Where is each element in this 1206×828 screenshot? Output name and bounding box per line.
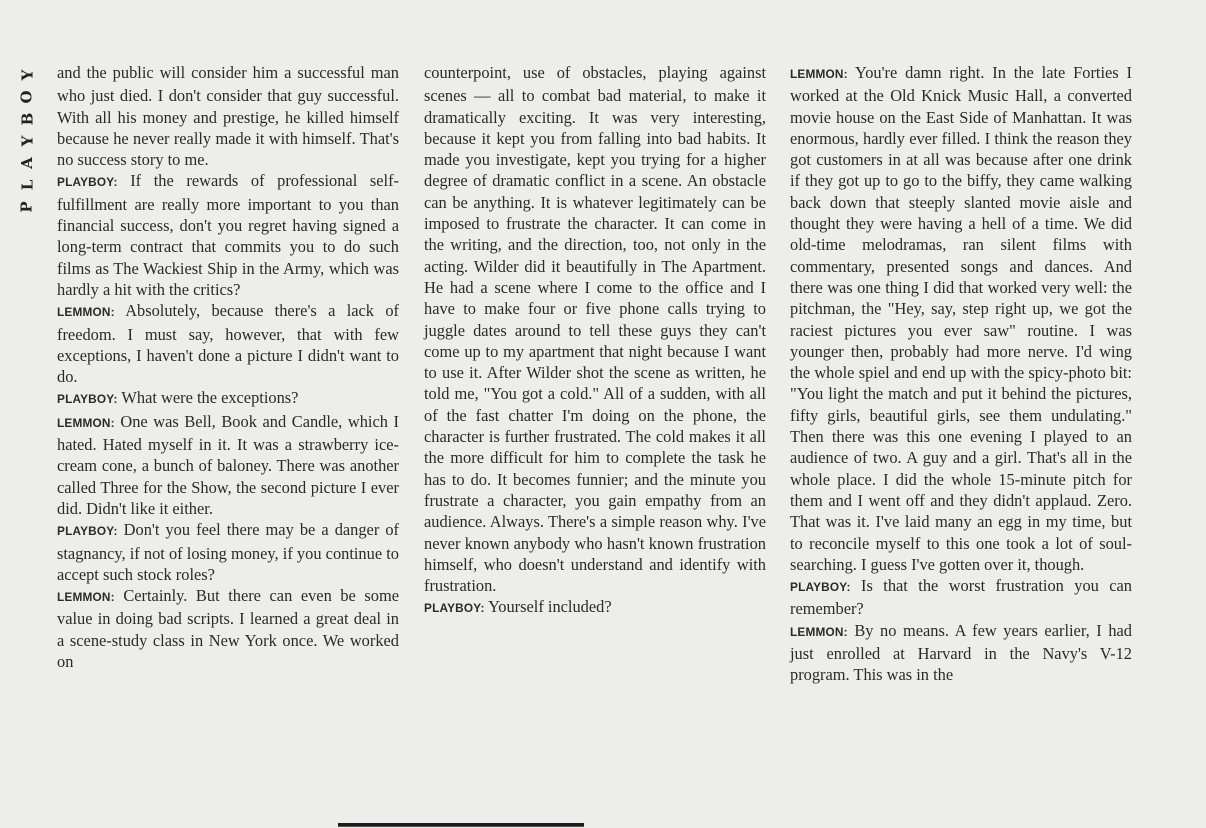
paragraph — [57, 519, 399, 585]
paragraph — [790, 620, 1132, 686]
magazine-spine-label — [12, 64, 42, 218]
paragraph — [424, 62, 766, 596]
speaker-label: PLAYBOY: — [790, 580, 851, 595]
paragraph — [57, 300, 399, 387]
paragraph — [57, 387, 399, 410]
paragraph — [790, 575, 1132, 620]
paragraph-text: Don't you feel there may be a danger of stagnancy, if not of losing money, if you continue to accept such stock roles? — [57, 520, 399, 584]
speaker-label: PLAYBOY: — [424, 601, 485, 616]
spine-letter: Y — [18, 69, 36, 81]
paragraph — [57, 170, 399, 300]
paragraph — [790, 62, 1132, 575]
spine-letter: Y — [18, 135, 36, 147]
paragraph — [57, 585, 399, 672]
spine-letter: P — [18, 201, 36, 213]
spine-letter: A — [17, 157, 36, 169]
paragraph — [57, 62, 399, 170]
speaker-label: PLAYBOY: — [57, 524, 118, 539]
speaker-label: LEMMON: — [57, 590, 115, 605]
text-column-1 — [57, 62, 399, 672]
speaker-label: PLAYBOY: — [57, 392, 118, 407]
paragraph — [424, 596, 766, 619]
speaker-label: PLAYBOY: — [57, 175, 118, 190]
paragraph-text: You're damn right. In the late Forties I worked at the Old Knick Music Hall, a converted movie house on the East Side of Manhattan. It was enormous, hardly ever filled. I think the reason they got customers in at all was because after one drink if they got up to go to the biffy, they came walking back down that steeply slanted movie aisle and thought they were having a hell of a time. We did old-time melodramas, ran silent films with commentary, presented songs and dances. And there was one thing I did that worked very well: the pitchman, the "Hey, say, step right up, we got the raciest pictures you ever saw" routine. I was younger then, probably had more nerve. I'd wing the whole spiel and end up with the spicy-photo bit: "You light the match and put it behind the pictures, fifty girls, beautiful girls, see them undulating." Then there was this one evening I played to an audience of two. A guy and a girl. That's all in the whole place. I did the whole 15-minute pitch for them and I went off and they didn't applaud. Zero. That was it. I've laid many an egg in my time, but to reconcile myself to this one took a lot of soul-searching. I guess I've gotten over it, though. — [790, 63, 1132, 574]
paragraph-text: Absolutely, because there's a lack of freedom. I must say, however, that with few exceptions, I haven't done a picture I didn't want to do. — [57, 301, 399, 387]
paragraph-text: If the rewards of professional self-fulfillment are really more important to you than financial success, don't you regret having signed a long-term contract that commits you to do such films as The Wackiest Ship in the Army, which was hardly a hit with the critics? — [57, 171, 399, 299]
spine-letter: B — [18, 112, 36, 126]
paragraph-text: By no means. A few years earlier, I had just enrolled at Harvard in the Navy's V-12 program. This was in the — [790, 620, 1132, 685]
paragraph-text: What were the exceptions? — [117, 388, 299, 408]
paragraph — [57, 411, 399, 519]
text-column-3 — [790, 62, 1132, 686]
paragraph-text: Is that the worst frustration you can remember? — [790, 576, 1132, 619]
paragraph-text: Yourself included? — [484, 597, 612, 617]
spine-letter: O — [17, 90, 36, 104]
speaker-label: LEMMON: — [790, 624, 848, 639]
speaker-label: LEMMON: — [57, 305, 115, 320]
paragraph-text: counterpoint, use of obstacles, playing against scenes — all to combat bad material, to make it dramatically exciting. It was very interesting, because it kept you from falling into bad habits. It made you investigate, kept you trying for a higher degree of dramatic conflict in a scene. An obstacle can be anything. It is whatever legitimately can be imposed to frustrate the character. It can come in the writing, and the direction, too, not only in the acting. Wilder did it beautifully in The Apartment. He had a scene where I come to the office and I have to make four or five phone calls trying to juggle dates around to tell these guys they can't come up to my apartment that night because I want to use it. After Wilder shot the scene as written, he told me, "You got a cold." All of a sudden, with all of the fast chatter I'm doing on the phone, the character is further frustrated. The cold makes it all the more difficult for him to complete the task he has to do. It becomes funnier; and the minute you frustrate a character, you gain empathy from an audience. Always. There's a simple reason why. I've never known anybody who hasn't known frustration himself, who doesn't understand and identify with frustration. — [424, 63, 766, 596]
paragraph-text: One was Bell, Book and Candle, which I hated. Hated myself in it. It was a strawberry ice-cream cone, a bunch of baloney. There was another called Three for the Show, the second picture I ever did. Didn't like it either. — [57, 411, 399, 518]
spine-letter: L — [17, 179, 36, 191]
paragraph-text: Certainly. But there can even be some value in doing bad scripts. I learned a great deal in a scene-study class in New York once. We worked on — [57, 586, 399, 672]
text-column-2 — [424, 62, 766, 620]
speaker-label: LEMMON: — [790, 67, 848, 81]
speaker-label: LEMMON: — [57, 415, 115, 430]
decorative-rule-thin — [338, 826, 584, 827]
paragraph-text: and the public will consider him a successful man who just died. I don't consider that guy successful. With all his money and prestige, he killed himself because he never really made it with himself. That's no success story to me. — [57, 63, 399, 170]
